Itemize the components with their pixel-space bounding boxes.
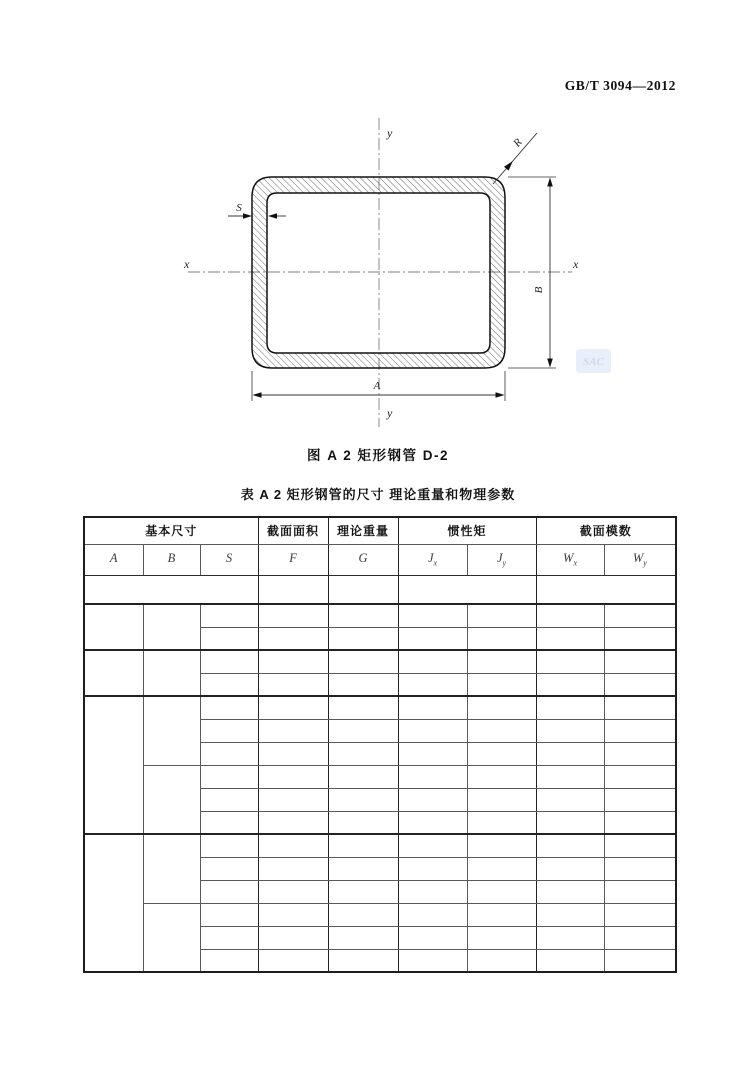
col-A-symbol: A [109, 551, 118, 566]
table-cell [258, 650, 328, 673]
parameters-table [83, 516, 677, 973]
col-Wx-subscript: x [573, 558, 578, 568]
table-cell [467, 673, 536, 696]
units-row [84, 575, 676, 604]
col-G-symbol: G [358, 551, 368, 566]
table-cell [258, 696, 328, 719]
table-cell [258, 811, 328, 834]
table-cell [536, 696, 604, 719]
table-cell [143, 834, 200, 903]
table-cell [328, 627, 398, 650]
table-cell [398, 765, 467, 788]
col-Wx [536, 544, 604, 575]
table-cell [200, 834, 258, 857]
table-cell [200, 903, 258, 926]
axis-label-x-right: x [573, 257, 579, 271]
table-cell [467, 650, 536, 673]
table-cell [536, 880, 604, 903]
axis-label-x-left: x [184, 257, 190, 271]
table-cell [143, 903, 200, 972]
table-cell [328, 811, 398, 834]
axis-label-y-top: y [387, 126, 393, 140]
table-cell [258, 903, 328, 926]
table-cell [200, 811, 258, 834]
table-cell [398, 575, 536, 604]
table-cell [398, 926, 467, 949]
table-cell [467, 949, 536, 972]
table-cell [398, 857, 467, 880]
height-dimension [508, 177, 556, 368]
table-cell [84, 696, 143, 834]
table-row [84, 696, 676, 719]
table-cell [536, 650, 604, 673]
table-cell [200, 949, 258, 972]
table-cell [328, 719, 398, 742]
table-cell [536, 857, 604, 880]
table-cell [604, 719, 676, 742]
table-cell [143, 650, 200, 696]
table-cell [604, 650, 676, 673]
col-Jy [467, 544, 536, 575]
table-cell [258, 765, 328, 788]
table-cell [328, 696, 398, 719]
table-cell [200, 627, 258, 650]
col-B-symbol: B [167, 551, 176, 566]
standard-code: GB/T 3094—2012 [564, 78, 676, 93]
table-cell [398, 949, 467, 972]
col-Jy-subscript: y [502, 558, 507, 568]
table-cell [200, 765, 258, 788]
col-F [258, 544, 328, 575]
table-cell [536, 742, 604, 765]
table-cell [398, 696, 467, 719]
table-cell [200, 696, 258, 719]
radius-dimension [493, 133, 537, 184]
table-cell [604, 673, 676, 696]
header-section-modulus: 截面模数 [536, 517, 676, 544]
table-container [83, 516, 677, 973]
table-cell [398, 673, 467, 696]
table-cell [258, 604, 328, 627]
table-cell [200, 926, 258, 949]
table-cell [604, 604, 676, 627]
table-cell [536, 719, 604, 742]
table-title: 表 A 2 矩形钢管的尺寸 理论重量和物理参数 [240, 487, 516, 502]
table-cell [200, 719, 258, 742]
table-cell [467, 696, 536, 719]
table-cell [536, 788, 604, 811]
table-cell [143, 604, 200, 650]
table-cell [328, 903, 398, 926]
col-G [328, 544, 398, 575]
radius-label: R [511, 136, 525, 150]
table-cell [258, 834, 328, 857]
header-moment-of-inertia: 惯性矩 [398, 517, 536, 544]
table-cell [604, 903, 676, 926]
table-cell [467, 811, 536, 834]
table-cell [398, 834, 467, 857]
table-cell [536, 575, 676, 604]
col-Wx-symbol: W [563, 551, 574, 566]
table-cell [258, 880, 328, 903]
table-row [84, 903, 676, 926]
table-cell [467, 903, 536, 926]
table-cell [604, 811, 676, 834]
col-Jx [398, 544, 467, 575]
table-cell [200, 742, 258, 765]
table-cell [258, 857, 328, 880]
col-S [200, 544, 258, 575]
table-cell [467, 604, 536, 627]
table-cell [604, 627, 676, 650]
table-cell [536, 811, 604, 834]
table-cell [467, 719, 536, 742]
table-cell [604, 857, 676, 880]
table-cell [604, 949, 676, 972]
table-cell [84, 650, 143, 696]
height-label: B [533, 286, 545, 294]
table-cell [467, 742, 536, 765]
col-Jy-symbol: J [496, 551, 503, 566]
header-section-area: 截面面积 [258, 517, 328, 544]
table-cell [398, 604, 467, 627]
table-cell [84, 604, 143, 650]
table-cell [604, 788, 676, 811]
table-cell [258, 949, 328, 972]
table-cell [328, 788, 398, 811]
watermark-text: SAC [583, 356, 604, 368]
table-cell [536, 926, 604, 949]
table-cell [398, 742, 467, 765]
table-row [84, 834, 676, 857]
table-cell [467, 788, 536, 811]
table-cell [328, 949, 398, 972]
table-row [84, 650, 676, 673]
figure-caption: 图 A 2 矩形钢管 D-2 [306, 448, 449, 463]
col-F-symbol: F [289, 551, 297, 566]
table-cell [258, 673, 328, 696]
table-cell [398, 627, 467, 650]
header-theoretical-weight: 理论重量 [328, 517, 398, 544]
table-cell [604, 834, 676, 857]
table-cell [467, 926, 536, 949]
table-cell [536, 834, 604, 857]
table-cell [536, 949, 604, 972]
col-Wy [604, 544, 676, 575]
table-cell [200, 788, 258, 811]
table-cell [398, 880, 467, 903]
table-cell [200, 857, 258, 880]
table-row [84, 765, 676, 788]
table-cell [398, 903, 467, 926]
figure-drawing [180, 110, 620, 430]
table-cell [328, 880, 398, 903]
width-dimension [252, 371, 505, 401]
table-cell [258, 719, 328, 742]
table-cell [258, 788, 328, 811]
header-basic-dimensions: 基本尺寸 [84, 517, 258, 544]
table-cell [467, 880, 536, 903]
table-cell [328, 673, 398, 696]
table-cell [328, 650, 398, 673]
thickness-label: S [236, 202, 242, 214]
col-A [84, 544, 143, 575]
table-cell [604, 880, 676, 903]
table-cell [328, 604, 398, 627]
table-cell [536, 673, 604, 696]
table-cell [467, 834, 536, 857]
table-cell [398, 650, 467, 673]
tube-wall-hatched [252, 177, 505, 368]
table-cell [604, 696, 676, 719]
table-cell [200, 650, 258, 673]
table-cell [604, 926, 676, 949]
table-cell [200, 604, 258, 627]
table-cell [143, 765, 200, 834]
col-Wy-subscript: y [643, 558, 647, 568]
table-cell [536, 604, 604, 627]
table-cell [258, 575, 328, 604]
width-label: A [373, 380, 381, 392]
table-cell [328, 575, 398, 604]
sac-watermark [576, 349, 611, 373]
table-cell [536, 765, 604, 788]
table-cell [84, 834, 143, 972]
table-cell [143, 696, 200, 765]
table-cell [200, 673, 258, 696]
col-Jx-symbol: J [427, 551, 434, 566]
table-cell [84, 575, 258, 604]
table-cell [604, 765, 676, 788]
table-cell [200, 880, 258, 903]
col-S-symbol: S [225, 551, 233, 566]
col-Jx-subscript: x [433, 558, 438, 568]
col-Wy-symbol: W [632, 551, 644, 566]
table-cell [258, 627, 328, 650]
table-row [84, 604, 676, 627]
table-cell [536, 903, 604, 926]
table-cell [604, 742, 676, 765]
table-cell [398, 719, 467, 742]
table-cell [328, 857, 398, 880]
table-cell [467, 857, 536, 880]
table-cell [467, 627, 536, 650]
axis-label-y-bottom: y [387, 406, 393, 420]
table-cell [328, 834, 398, 857]
tube-cross-section-drawing [180, 110, 620, 430]
table-cell [328, 926, 398, 949]
table-cell [536, 627, 604, 650]
table-cell [328, 742, 398, 765]
table-cell [328, 765, 398, 788]
table-cell [398, 788, 467, 811]
table-cell [467, 765, 536, 788]
table-cell [258, 926, 328, 949]
table-cell [398, 811, 467, 834]
col-B [143, 544, 200, 575]
table-cell [258, 742, 328, 765]
